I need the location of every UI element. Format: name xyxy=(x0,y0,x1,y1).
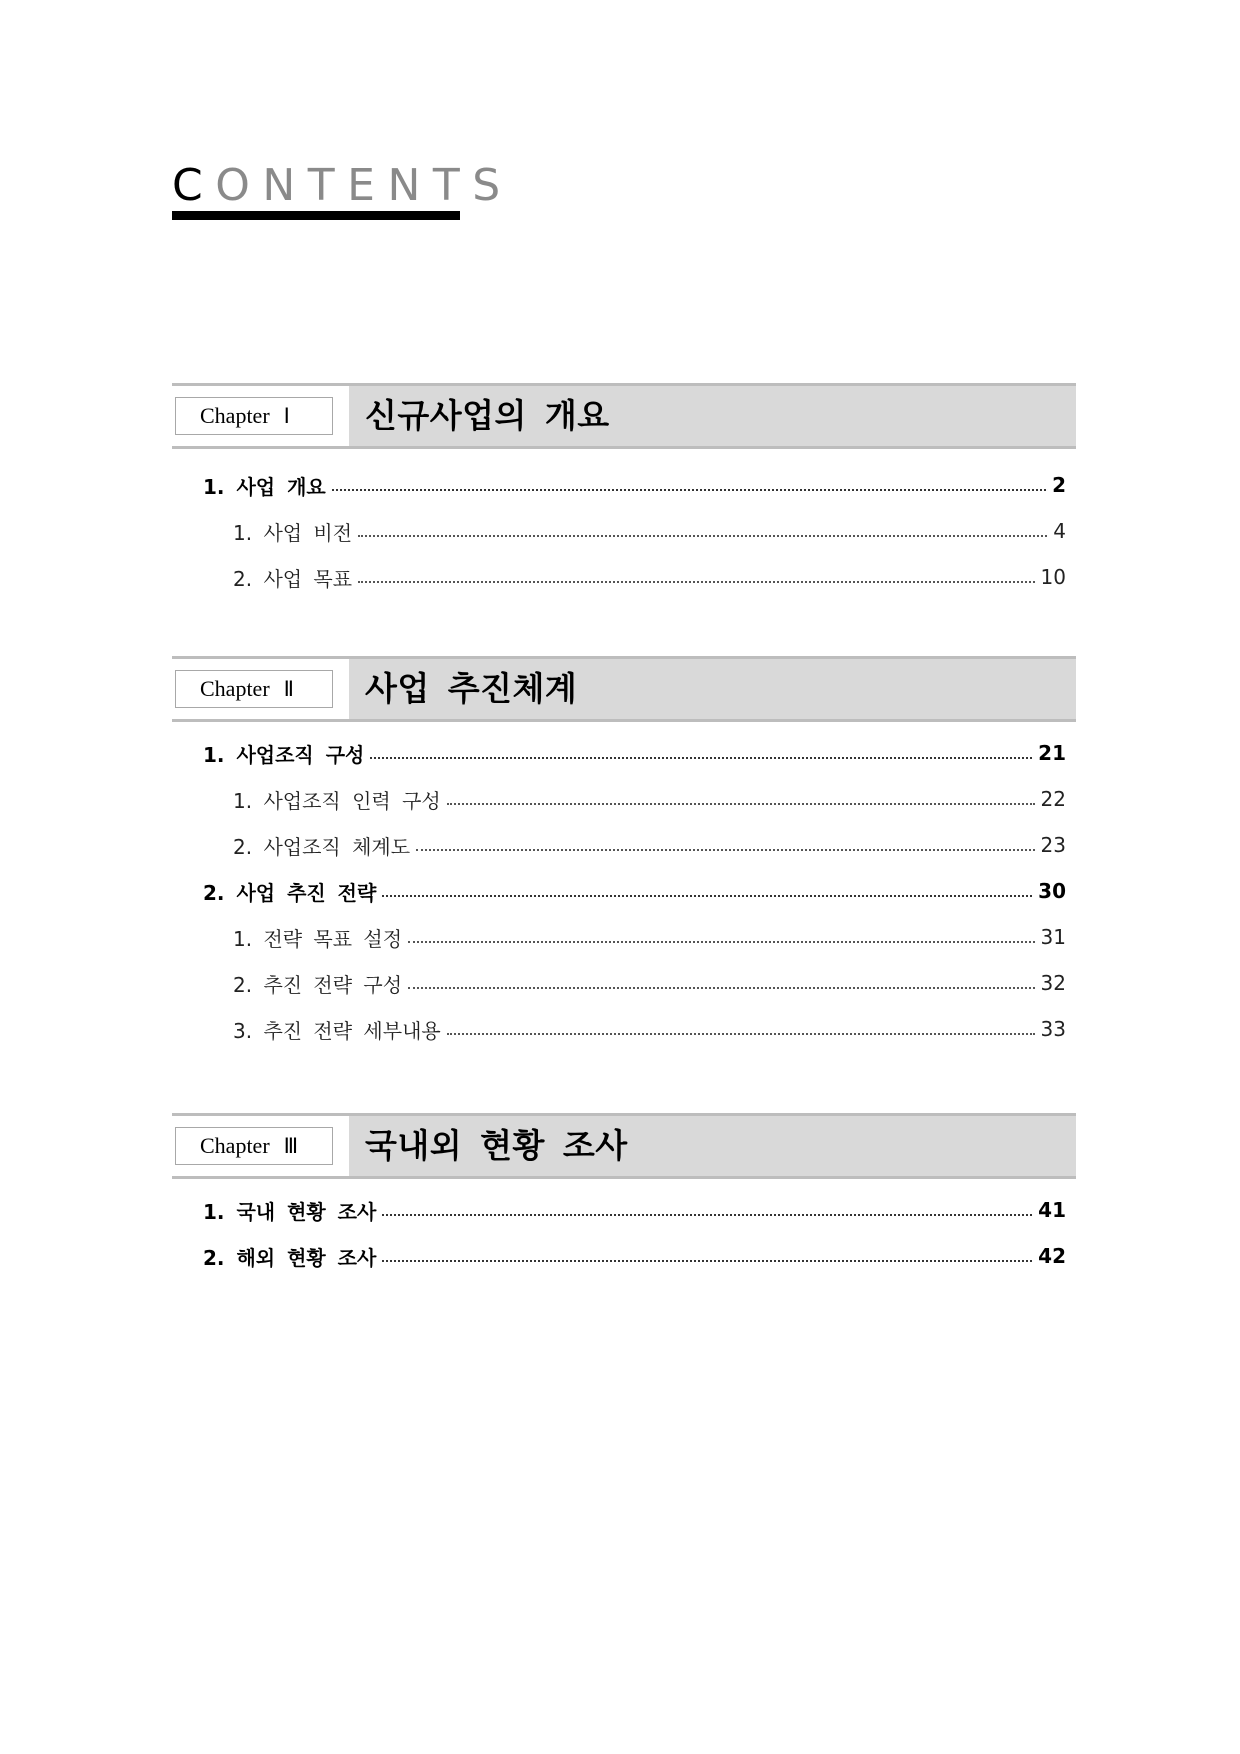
toc-entry[interactable] xyxy=(172,1233,1076,1279)
toc-entry[interactable] xyxy=(172,554,1076,600)
toc-entry-text: 3. 추진 전략 세부내용 xyxy=(233,1018,441,1043)
toc-dot-leader xyxy=(447,1033,1035,1035)
toc-entry-text: 1. 사업조직 인력 구성 xyxy=(233,788,441,813)
chapter-1-numeral: Ⅰ xyxy=(283,404,290,428)
chapter-3-header xyxy=(172,1113,1076,1179)
chapter-2-numeral: Ⅱ xyxy=(283,677,294,701)
toc-entry-text: 1. 사업조직 구성 xyxy=(203,742,365,767)
chapter-1-label xyxy=(175,397,333,435)
chapter-3-section xyxy=(172,1113,1076,1279)
chapter-2-title: 사업 추진체계 xyxy=(365,669,578,708)
toc-entry-page: 22 xyxy=(1040,787,1066,811)
toc-entry-text: 1. 사업 비전 xyxy=(233,520,353,545)
toc-entry[interactable] xyxy=(172,1187,1076,1233)
toc-entry-page: 10 xyxy=(1040,565,1066,589)
toc-entry[interactable] xyxy=(172,822,1076,868)
toc-entry-text: 2. 해외 현황 조사 xyxy=(203,1245,377,1270)
toc-dot-leader xyxy=(358,581,1034,583)
chapter-2-label xyxy=(175,670,333,708)
toc-dot-leader xyxy=(382,1214,1032,1216)
chapter-2-section xyxy=(172,656,1076,1052)
toc-entry[interactable] xyxy=(172,868,1076,914)
chapter-3-label-word: Chapter xyxy=(200,1133,270,1158)
chapter-1-entries xyxy=(172,462,1076,600)
toc-entry-text: 2. 사업조직 체계도 xyxy=(233,834,411,859)
chapter-3-label xyxy=(175,1127,333,1165)
toc-entry-page: 32 xyxy=(1040,971,1066,995)
toc-entry-page: 42 xyxy=(1038,1244,1066,1268)
contents-heading-rest: ONTENTS xyxy=(215,160,513,211)
toc-dot-leader xyxy=(447,803,1035,805)
toc-entry-text: 2. 추진 전략 구성 xyxy=(233,972,403,997)
toc-entry[interactable] xyxy=(172,462,1076,508)
toc-entry[interactable] xyxy=(172,508,1076,554)
toc-entry-page: 21 xyxy=(1038,741,1066,765)
chapter-1-label-word: Chapter xyxy=(200,403,270,428)
chapter-1-header xyxy=(172,383,1076,449)
contents-heading-first-letter: C xyxy=(172,160,216,211)
toc-entry-page: 30 xyxy=(1038,879,1066,903)
toc-entry-page: 33 xyxy=(1040,1017,1066,1041)
chapter-3-title: 국내외 현황 조사 xyxy=(365,1126,628,1165)
toc-dot-leader xyxy=(408,987,1034,989)
chapter-2-entries xyxy=(172,730,1076,1052)
toc-entry-page: 31 xyxy=(1040,925,1066,949)
toc-dot-leader xyxy=(370,757,1032,759)
toc-entry-text: 2. 사업 추진 전략 xyxy=(203,880,377,905)
chapter-3-entries xyxy=(172,1187,1076,1279)
contents-heading xyxy=(172,160,513,220)
chapter-2-label-word: Chapter xyxy=(200,676,270,701)
toc-entry[interactable] xyxy=(172,730,1076,776)
toc-dot-leader xyxy=(358,535,1047,537)
toc-entry-text: 1. 전략 목표 설정 xyxy=(233,926,403,951)
toc-entry-page: 23 xyxy=(1040,833,1066,857)
toc-entry-page: 41 xyxy=(1038,1198,1066,1222)
toc-entry[interactable] xyxy=(172,1006,1076,1052)
toc-dot-leader xyxy=(382,895,1032,897)
chapter-1-title: 신규사업의 개요 xyxy=(365,396,610,435)
chapter-2-header xyxy=(172,656,1076,722)
toc-entry-text: 1. 국내 현황 조사 xyxy=(203,1199,377,1224)
toc-dot-leader xyxy=(382,1260,1032,1262)
toc-entry-text: 1. 사업 개요 xyxy=(203,474,326,499)
chapter-3-numeral: Ⅲ xyxy=(283,1134,299,1158)
toc-dot-leader xyxy=(408,941,1034,943)
toc-dot-leader xyxy=(416,849,1035,851)
chapter-1-section xyxy=(172,383,1076,600)
toc-entry[interactable] xyxy=(172,960,1076,1006)
toc-entry[interactable] xyxy=(172,914,1076,960)
toc-entry-page: 2 xyxy=(1052,473,1066,497)
toc-entry-text: 2. 사업 목표 xyxy=(233,566,353,591)
toc-dot-leader xyxy=(332,489,1046,491)
toc-entry[interactable] xyxy=(172,776,1076,822)
toc-entry-page: 4 xyxy=(1053,519,1066,543)
